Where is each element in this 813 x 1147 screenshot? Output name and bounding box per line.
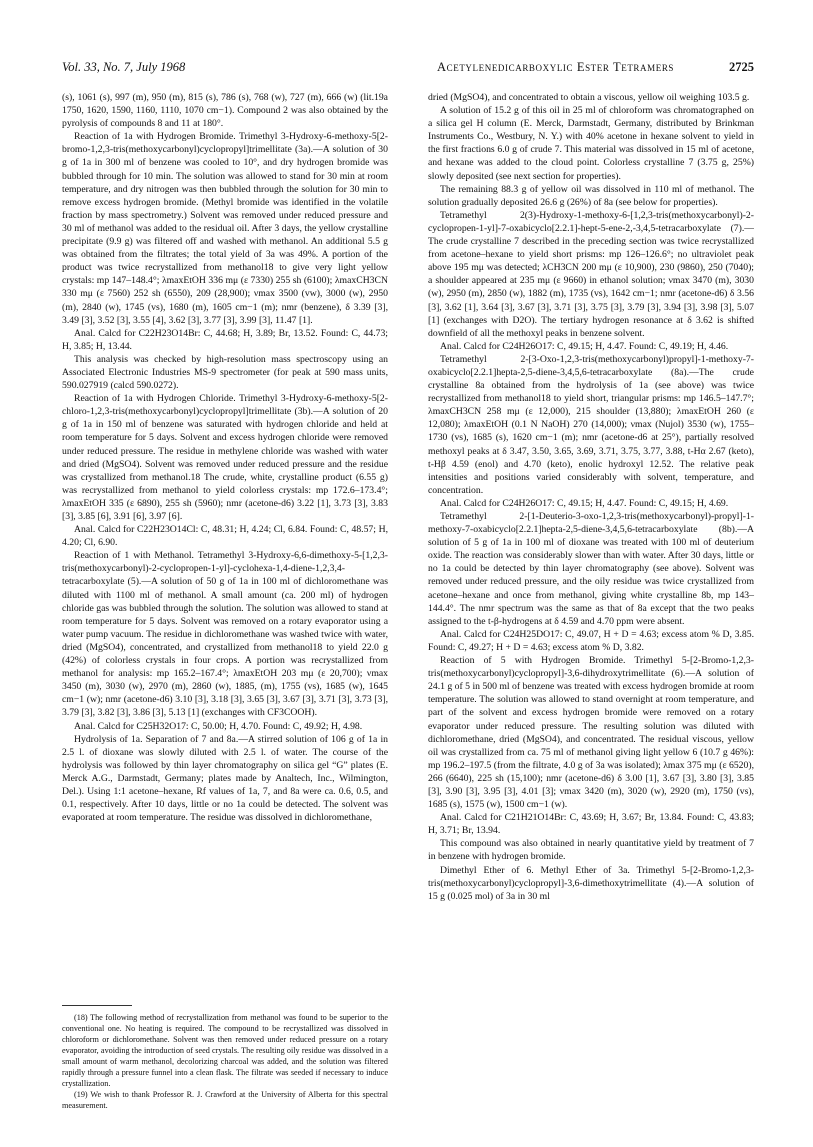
paragraph: Anal. Calcd for C22H23O14Br: C, 44.68; H, 3.89; Br, 13.52. Found: C, 44.73; H, 3.85; H, 13.44.	[62, 327, 388, 352]
journal-citation: Vol. 33, No. 7, July 1968	[62, 60, 186, 74]
paragraph: Anal. Calcd for C22H23O14Cl: C, 48.31; H, 4.24; Cl, 6.84. Found: C, 48.57; H, 4.20; Cl, 6.90.	[62, 524, 388, 549]
page-number: 2725	[729, 60, 754, 74]
paragraph: Reaction of 1a with Hydrogen Bromide. Trimethyl 3-Hydroxy-6-methoxy-5[2-bromo-1,2,3-tris(methoxycarbonyl)cyclopropyl]trimellitate (3a).—A solution of 30 g of 1a in 300 ml of benzene was cooled to 10°, and dry hydrogen bromide was bubbled through for 10 min. The solution was allowed to stand for 30 min at room temperature, and dry nitrogen was then bubbled through the solution for 30 min to remove excess hydrogen bromide. (Methyl bromide was identified in the volatile fraction by mass spectrometry.) Solvent was removed under reduced pressure and 30 ml of methanol was added to the residual oil. After 3 days, the yellow crystalline precipitate (9.9 g) was filtered off and washed with methanol. An additional 5.5 g was obtained from the filtrates; the total yield of 3a was 49%. A portion of the product was twice recrystallized from methanol18 to give very light yellow crystals: mp 147–148.4°; λmaxEtOH 336 mμ (ε 7330) 255 sh (6100); λmaxCH3CN 330 mμ (ε 7560) 252 sh (6550), 209 (28,900); νmax 3500 (vw), 3000 (w), 2950 (m), 2840 (w), 1745 (vs), 1680 (m), 1605 cm−1 (m); nmr (benzene), δ 3.39 [3], 3.49 [3], 3.52 [3], 3.55 [4], 3.62 [3], 3.77 [3], 3.99 [3], 11.47 [1].	[62, 131, 388, 326]
paragraph: Tetramethyl 2(3)-Hydroxy-1-methoxy-6-[1,2,3-tris(methoxycarbonyl)-2-cyclopropen-1-yl]-7-oxabicyclo[2.2.1]-hept-5-ene-2,-3,4,5-tetracarboxylate (7).—The crude crystalline 7 described in the preceding section was twice recrystallized from acetone–hexane to yield short prisms: mp 126–126.6°; no ultraviolet peak above 195 mμ was detected; λCH3CN 200 mμ (ε 10,900), 230 (9860), 250 (7040); a shoulder appeared at 235 mμ (ε 9660) in ethanol solution; νmax 3470 (m), 3030 (w), 2950 (m), 2850 (w), 1882 (m), 1735 (vs), 1642 cm−1; nmr (acetone-d6) δ 3.56 [3], 3.62 [1], 3.64 [3], 3.67 [3], 3.71 [3], 3.75 [3], 3.79 [3], 3.94 [3], 3.98 [3], 5.07 [1] (exchanges with D2O). The tertiary hydrogen resonance at δ 3.62 is shifted downfield of all the methoxyl peaks in benzene solvent.	[428, 209, 754, 339]
paragraph: This analysis was checked by high-resolution mass spectroscopy using an Associated Electronic Industries MS-9 spectrometer (for peak at 590 mass units, 590.027919 (calcd 590.0272).	[62, 353, 388, 392]
paragraph: The remaining 88.3 g of yellow oil was dissolved in 110 ml of methanol. The solution gradually deposited 26.6 g (26%) of 8a (see below for properties).	[428, 183, 754, 208]
paragraph: Anal. Calcd for C25H32O17: C, 50.00; H, 4.70. Found: C, 49.92; H, 4.98.	[74, 720, 363, 732]
paragraph: Dimethyl Ether of 6. Methyl Ether of 3a. Trimethyl 5-[2-Bromo-1,2,3-tris(methoxycarbonyl)cyclopropyl]-3,6-dimethoxytrimellitate (4).—A solution of 15 g (0.025 mol) of 3a in 30 ml	[428, 864, 754, 902]
footnote-rule	[62, 1005, 132, 1006]
paragraph: Anal. Calcd for C21H21O14Br: C, 43.69; H, 3.67; Br, 13.84. Found: C, 43.83; H, 3.71; Br, 13.94.	[428, 812, 754, 837]
page-header	[62, 60, 754, 78]
paragraph: Anal. Calcd for C24H25DO17: C, 49.07, H + D = 4.63; excess atom % D, 3.85. Found: C, 49.27; H + D = 4.63; excess atom % D, 3.82.	[428, 628, 754, 653]
paragraph: Hydrolysis of 1a. Separation of 7 and 8a.—A stirred solution of 106 g of 1a in 2.5 l. of dioxane was slowly diluted with 2.5 l. of water. The course of the hydrolysis was followed by thin layer chromatography on silica gel “G” plates (E. Merck A.G., Darmstadt, Germany; plates made by Analtech, Inc., Wilmington, Del.). Using 1:1 acetone–hexane, Rf values of 1a, 7, and 8a were ca. 0.6, 0.5, and 0.1, respectively. After 10 days, little or no 1a could be detected. The solvent was evaporated at room temperature. The residue was dissolved in dichloromethane,	[62, 733, 388, 824]
footnote: (18) The following method of recrystallization from methanol was found to be superior to the conventional one. No heating is required. The compound to be recrystallized was dissolved in chloroform or dichloromethane. Solvent was then removed under reduced pressure on a rotary evaporator, avoiding the introduction of seed crystals. The resulting oily residue was dissolved in a small amount of warm methanol, decolorizing charcoal was added, and the solution was filtered rapidly through a pressure funnel into a clean flask. The filtrate was seeded if necessary to induce crystallization.	[62, 1013, 388, 1088]
paragraph: (s), 1061 (s), 997 (m), 950 (m), 815 (s), 786 (s), 768 (w), 727 (m), 666 (w) (lit.19a 1750, 1620, 1590, 1160, 1110, 1070 cm−1). Compound 2 was also obtained by the pyrolysis of compounds 8 and 11 at 180°.	[62, 92, 388, 130]
paragraph: A solution of 15.2 g of this oil in 25 ml of chloroform was chromatographed on a silica gel H column (E. Merck, Darmstadt, Germany, distributed by Brinkman Instruments Co., Westbury, N. Y.) with 40% acetone in hexane solvent to yield in the first fractions 6.0 g of crude 7. This material was dissolved in 15 ml of acetone, and hexane was added to the cloud point. Colorless crystalline 7 (3.75 g, 25%) slowly deposited (see next section for properties).	[428, 105, 754, 182]
paragraph: Reaction of 1a with Hydrogen Chloride. Trimethyl 3-Hydroxy-6-methoxy-5[2-chloro-1,2,3-tris(methoxycarbonyl)cyclopropyl]trimellitate (3b).—A solution of 20 g of 1a in 150 ml of benzene was saturated with hydrogen chloride and held at room temperature for 5 days. Solvent and excess hydrogen chloride were removed under reduced pressure. The residue in methylene chloride was washed with water and dried (MgSO4). Solvent was removed under reduced pressure and the residue was crystallized from methanol.18 The crude, white, crystalline product (6.55 g) was recrystallized from methanol to yield colorless crystals: mp 172.6–173.4°; λmaxEtOH 335 (ε 6890), 255 sh (5960); nmr (acetone-d6) 3.22 [1], 3.73 [3], 3.83 [3], 3.85 [6], 3.91 [6], 3.97 [6].	[62, 393, 388, 522]
left-column	[62, 91, 388, 824]
paragraph: Reaction of 5 with Hydrogen Bromide. Trimethyl 5-[2-Bromo-1,2,3-tris(methoxycarbonyl)cyclopropyl]-3,6-dihydroxytrimellitate (6).—A solution of 24.1 g of 5 in 500 ml of benzene was treated with excess hydrogen bromide at room temperature. The solution was allowed to stand overnight at room temperature, and part of the solvent and excess hydrogen bromide were removed on a rotary evaporator under reduced pressure. The resulting solution was diluted with dichloromethane, dried (MgSO4), and concentrated. The residual viscous, yellow oil was crystallized from ca. 75 ml of methanol giving light yellow 6 (10.7 g 46%): mp 196.2–197.5 (from the filtrate, 4.0 g of 3a was isolated); λmax 375 mμ (ε 6520), 266 (6640), 225 sh (15,100); nmr (acetone-d6) δ 3.00 [1], 3.67 [3], 3.80 [3], 3.85 [3], 3.90 [3], 3.95 [3], 4.01 [3]; νmax 3420 (m), 3020 (w), 2920 (m), 1750 (vs), 1685 (s), 1575 (w), 1500 cm−1 (w).	[428, 655, 754, 811]
paragraph: Reaction of 1 with Methanol. Tetramethyl 3-Hydroxy-6,6-dimethoxy-5-[1,2,3-tris(methoxycarbonyl)-2-cyclopropen-1-yl]-cyclohexa-1,4-diene-1,2,3,4-tetracarboxylate (5).—A solution of 50 g of 1a in 100 ml of dichloromethane was diluted with 1100 ml of methanol. A small amount (ca. 200 ml) of hydrogen chloride gas was bubbled through the solution. The solution was allowed to stand at room temperature for 5 days. Solvent was removed on a rotary evaporator using a water pump vacuum. The residue in dichloromethane was washed twice with water, dried (MgSO4), concentrated, and crystallized from methanol18 to yield 22.0 g (42%) of colorless crystals in four crops. A portion was recrystallized from methanol for analysis: mp 165.2–167.4°; λmaxEtOH 203 mμ (ε 20,700); νmax 3450 (m), 3030 (w), 2970 (m), 2860 (w), 1885, (m), 1755 (vs), 1685 (w), 1645 cm−1 (w); nmr (acetone-d6) 3.10 [3], 3.18 [3], 3.65 [3], 3.67 [3], 3.71 [3], 3.73 [3], 3.79 [3], 3.82 [3], 3.86 [3], 5.13 [1] (exchanges with CF3COOH).	[62, 550, 388, 719]
right-column	[428, 91, 754, 903]
paragraph: Anal. Calcd for C24H26O17: C, 49.15; H, 4.47. Found: C, 49.15; H, 4.69.	[440, 497, 729, 509]
paragraph: Anal. Calcd for C24H26O17: C, 49.15; H, 4.47. Found: C, 49.19; H, 4.46.	[440, 340, 729, 352]
footnote: (19) We wish to thank Professor R. J. Crawford at the University of Alberta for this spectral measurement.	[62, 1090, 388, 1110]
paragraph: Tetramethyl 2-[1-Deuterio-3-oxo-1,2,3-tris(methoxycarbonyl)-propyl]-1-methoxy-7-oxabicyclo[2.2.1]hepta-2,5-diene-3,4,5,6-tetracarboxylate (8b).—A solution of 5 g of 1a in 100 ml of dioxane was treated with 100 ml of deuterium oxide. The reaction was considerably slower than with water. After 30 days, little or no 1a could be detected by thin layer chromatography (see above). Solvent was removed under reduced pressure, and the oily residue was twice crystallized from acetone–hexane and once from methanol, giving white crystalline 8b, mp 143–144.4°. The nmr spectrum was the same as that of 8a except that the two peaks assigned to the t-β-hydrogens at δ 4.59 and 4.70 ppm were absent.	[428, 511, 754, 627]
running-title: Acetylenedicarboxylic Ester Tetramers	[437, 60, 675, 74]
paragraph: Tetramethyl 2-[3-Oxo-1,2,3-tris(methoxycarbonyl)propyl]-1-methoxy-7-oxabicyclo[2.2.1]hepta-2,5-diene-3,4,5,6-tetracarboxylate (8a).—The crude crystalline 8a obtained from the hydrolysis of 1a (see above) was twice recrystallized from methanol18 to yield short, triangular prisms: mp 146.5–147.7°; λmaxCH3CN 258 mμ (ε 12,000), 215 shoulder (13,880); λmaxEtOH 260 (ε 12,080); λmaxEtOH (0.1 N NaOH) 270 (14,000); νmax (Nujol) 3530 (w), 1755–1730 (vs), 1685 (s), 1620 cm−1 (m); nmr (acetone-d6 at 25°), partially resolved methoxyl peaks at δ 3.47, 3.50, 3.65, 3.69, 3.71, 3.75, 3.77, 3.88, t-Hα 2.67 (keto), t-Hβ 4.59 (enol) and 4.70 (keto), enolic hydroxyl 12.52. The relative peak intensities and positions varied considerably with solvent, temperature, and concentration.	[428, 353, 754, 496]
paragraph: This compound was also obtained in nearly quantitative yield by treatment of 7 in benzene with hydrogen bromide.	[428, 838, 754, 863]
paragraph: dried (MgSO4), and concentrated to obtain a viscous, yellow oil weighing 103.5 g.	[428, 92, 750, 103]
footnotes	[62, 1005, 388, 1111]
